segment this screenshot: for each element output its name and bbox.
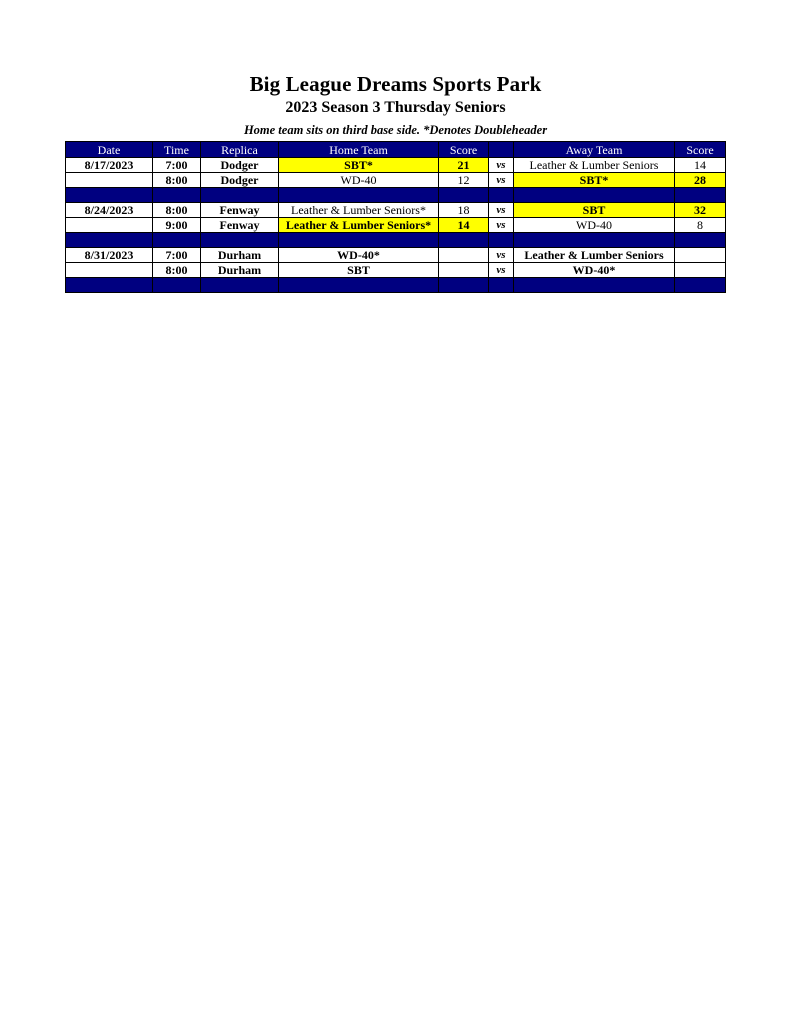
column-header-away-team: Away Team xyxy=(514,142,675,158)
separator-row xyxy=(66,233,726,248)
home-team: Leather & Lumber Seniors* xyxy=(279,203,439,218)
separator-row xyxy=(66,188,726,203)
vs-label: vs xyxy=(489,263,514,278)
game-replica: Dodger xyxy=(201,173,279,188)
game-date: 8/17/2023 xyxy=(66,158,153,173)
column-header-date: Date xyxy=(66,142,153,158)
vs-label: vs xyxy=(489,203,514,218)
home-score xyxy=(439,263,489,278)
home-team: WD-40 xyxy=(279,173,439,188)
table-row xyxy=(66,248,726,263)
away-score: 32 xyxy=(675,203,726,218)
game-time: 8:00 xyxy=(153,173,201,188)
vs-label: vs xyxy=(489,158,514,173)
game-time: 9:00 xyxy=(153,218,201,233)
page-title: Big League Dreams Sports Park xyxy=(249,72,542,96)
vs-label: vs xyxy=(489,218,514,233)
away-team: SBT* xyxy=(514,173,675,188)
game-time: 7:00 xyxy=(153,158,201,173)
game-replica: Dodger xyxy=(201,158,279,173)
game-time: 7:00 xyxy=(153,248,201,263)
game-time: 8:00 xyxy=(153,203,201,218)
vs-label: vs xyxy=(489,173,514,188)
game-date xyxy=(66,173,153,188)
away-score: 14 xyxy=(675,158,726,173)
table-row xyxy=(66,218,726,233)
home-team: SBT* xyxy=(279,158,439,173)
table-header-row xyxy=(66,142,726,158)
table-row xyxy=(66,263,726,278)
game-date xyxy=(66,218,153,233)
schedule-table xyxy=(65,141,726,293)
game-date: 8/24/2023 xyxy=(66,203,153,218)
home-score: 21 xyxy=(439,158,489,173)
vs-label: vs xyxy=(489,248,514,263)
home-team: Leather & Lumber Seniors* xyxy=(279,218,439,233)
column-header-away-score: Score xyxy=(675,142,726,158)
away-team: Leather & Lumber Seniors xyxy=(514,248,675,263)
home-score: 12 xyxy=(439,173,489,188)
game-replica: Durham xyxy=(201,248,279,263)
game-replica: Fenway xyxy=(201,203,279,218)
page-subtitle: 2023 Season 3 Thursday Seniors xyxy=(285,99,506,116)
away-team: WD-40* xyxy=(514,263,675,278)
home-score: 18 xyxy=(439,203,489,218)
column-header-home-team: Home Team xyxy=(279,142,439,158)
away-team: Leather & Lumber Seniors xyxy=(514,158,675,173)
game-date: 8/31/2023 xyxy=(66,248,153,263)
schedule-note: Home team sits on third base side. *Denotes Doubleheader xyxy=(243,123,548,137)
home-team: SBT xyxy=(279,263,439,278)
column-header-vs xyxy=(489,142,514,158)
away-team: SBT xyxy=(514,203,675,218)
game-date xyxy=(66,263,153,278)
away-team: WD-40 xyxy=(514,218,675,233)
away-score xyxy=(675,263,726,278)
column-header-home-score: Score xyxy=(439,142,489,158)
game-time: 8:00 xyxy=(153,263,201,278)
table-row xyxy=(66,173,726,188)
game-replica: Durham xyxy=(201,263,279,278)
column-header-replica: Replica xyxy=(201,142,279,158)
away-score: 28 xyxy=(675,173,726,188)
table-row xyxy=(66,203,726,218)
separator-row xyxy=(66,278,726,293)
away-score xyxy=(675,248,726,263)
home-score: 14 xyxy=(439,218,489,233)
column-header-time: Time xyxy=(153,142,201,158)
table-row xyxy=(66,158,726,173)
home-team: WD-40* xyxy=(279,248,439,263)
game-replica: Fenway xyxy=(201,218,279,233)
away-score: 8 xyxy=(675,218,726,233)
home-score xyxy=(439,248,489,263)
